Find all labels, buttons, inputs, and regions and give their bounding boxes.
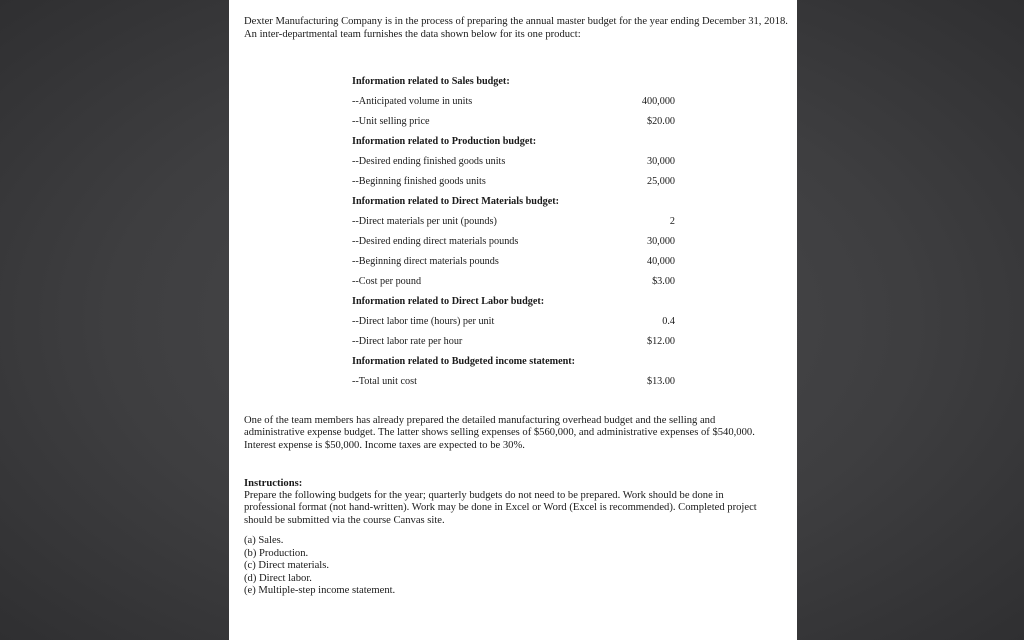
task-item: (c) Direct materials. — [244, 560, 329, 572]
instructions-heading: Instructions: — [244, 478, 303, 489]
row-label: --Direct materials per unit (pounds) — [352, 215, 497, 227]
section-heading: Information related to Sales budget: — [352, 75, 510, 87]
section-heading-row — [352, 71, 675, 91]
section-heading: Information related to Production budget: — [352, 135, 537, 147]
row-value: $20.00 — [646, 115, 675, 127]
row-label: --Beginning finished goods units — [352, 175, 486, 187]
task-item: (d) Direct labor. — [244, 572, 312, 584]
intro-paragraph: Dexter Manufacturing Company is in the process of preparing the annual master budget for the year ending December 31, 2018. An inter-departmental team furnishes the data shown below for its one product: — [244, 16, 788, 40]
data-row — [352, 331, 675, 351]
row-value: 400,000 — [641, 95, 675, 107]
task-item: (a) Sales. — [244, 535, 284, 546]
data-row — [352, 311, 675, 331]
section-heading-row — [352, 131, 675, 151]
data-row — [352, 111, 675, 131]
row-label: --Desired ending direct materials pounds — [352, 235, 519, 247]
row-value: 30,000 — [646, 155, 675, 167]
row-label: --Direct labor rate per hour — [352, 335, 463, 347]
task-item: (e) Multiple-step income statement. — [244, 585, 396, 597]
instructions-text: Prepare the following budgets for the year; quarterly budgets do not need to be prepared. Work should be done in professional format (not hand-written). Work may be done in Excel or Word (Excel is recommended). Completed project should be submitted via the course Canvas site. — [244, 490, 757, 526]
row-value: 25,000 — [646, 175, 675, 187]
row-label: --Cost per pound — [352, 275, 422, 287]
row-label: --Anticipated volume in units — [352, 95, 473, 107]
data-row — [352, 211, 675, 231]
overhead-paragraph: One of the team members has already prepared the detailed manufacturing overhead budget and the selling and administrative expense budget. The latter shows selling expenses of $560,000, and administrative expenses of $540,000. Interest expense is $50,000. Income taxes are expected to be 30%. — [244, 415, 755, 451]
row-value: $13.00 — [646, 375, 675, 387]
data-row — [352, 151, 675, 171]
row-value: 2 — [669, 215, 675, 227]
data-row — [352, 271, 675, 291]
data-row — [352, 171, 675, 191]
section-heading-row — [352, 351, 675, 371]
row-label: --Unit selling price — [352, 115, 430, 127]
section-heading: Information related to Direct Materials budget: — [352, 195, 560, 207]
data-row — [352, 91, 675, 111]
task-list — [244, 535, 395, 598]
row-value: $12.00 — [646, 335, 675, 347]
row-value: 40,000 — [646, 255, 675, 267]
data-row — [352, 251, 675, 271]
task-item: (b) Production. — [244, 547, 309, 559]
budget-data-table — [352, 71, 675, 391]
row-label: --Desired ending finished goods units — [352, 155, 506, 167]
document-page — [229, 0, 797, 640]
section-heading-row — [352, 191, 675, 211]
section-heading: Information related to Budgeted income statement: — [352, 355, 576, 367]
data-row — [352, 231, 675, 251]
row-value: 0.4 — [662, 315, 675, 327]
section-heading: Information related to Direct Labor budget: — [352, 295, 545, 307]
row-value: $3.00 — [652, 275, 675, 287]
row-label: --Total unit cost — [352, 375, 417, 387]
data-row — [352, 371, 675, 391]
row-label: --Direct labor time (hours) per unit — [352, 315, 495, 327]
row-value: 30,000 — [646, 235, 675, 247]
section-heading-row — [352, 291, 675, 311]
row-label: --Beginning direct materials pounds — [352, 255, 499, 267]
